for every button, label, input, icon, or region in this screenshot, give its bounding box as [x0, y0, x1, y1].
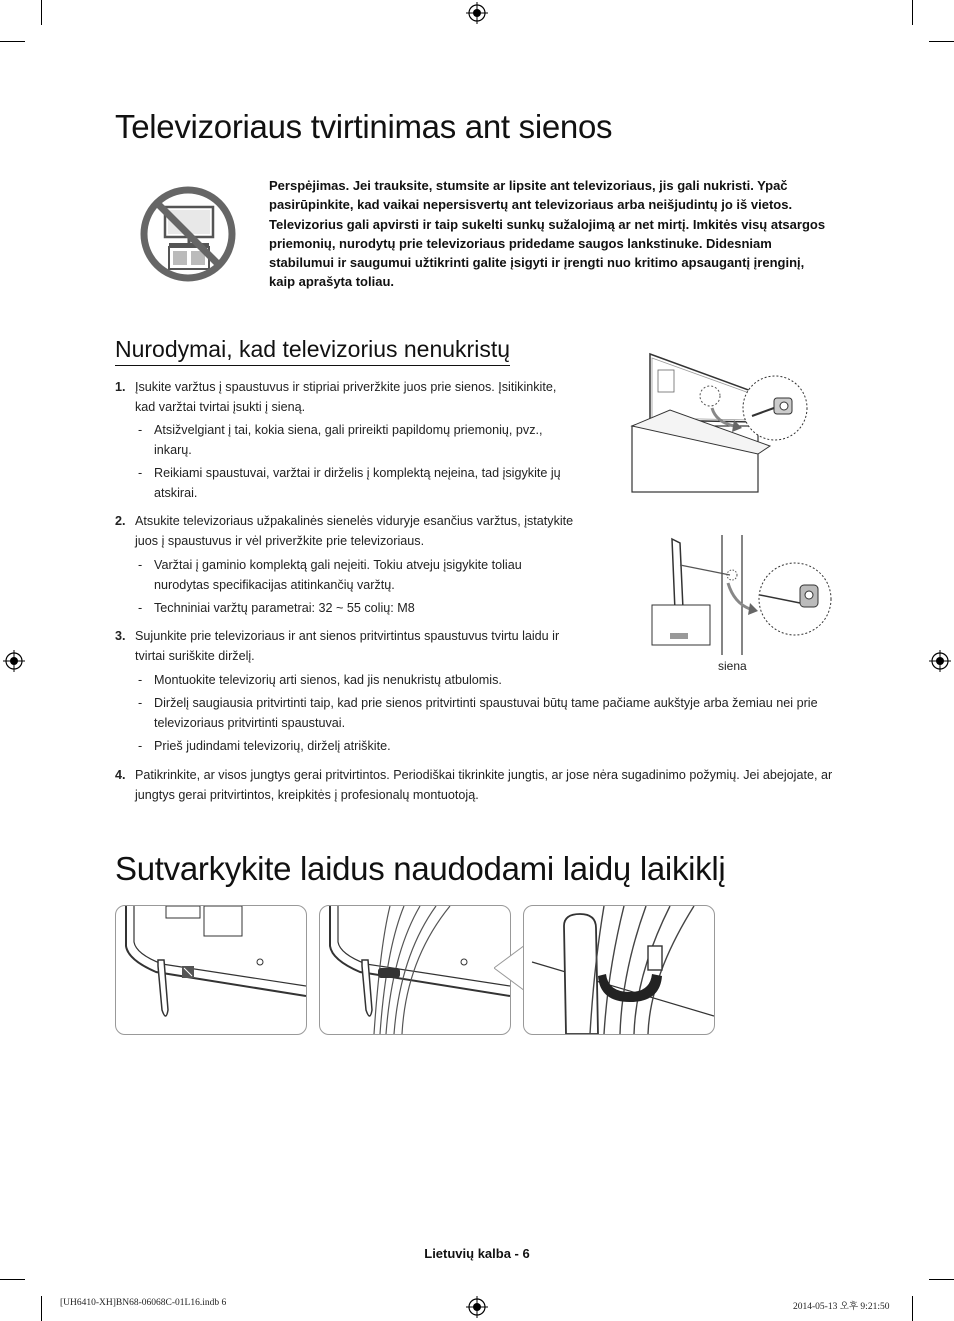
- step-text: Sujunkite prie televizoriaus ir ant sienos pritvirtintus spaustuvus tvirtu laidu ir tvirtai suriškite dirželį.: [135, 629, 560, 663]
- cable-clip-closeup-illustration: [524, 906, 714, 1034]
- cables-threaded-illustration: [320, 906, 510, 1034]
- crop-mark: [912, 1296, 913, 1321]
- zoom-pointer: [494, 945, 526, 991]
- section-heading: Nurodymai, kad televizorius nenukristų: [115, 336, 510, 366]
- bullet-text: Varžtai į gaminio komplektą gali neįeiti. Tokiu atveju įsigykite toliau nurodytas specifikacijas atitinkančių varžtų.: [154, 558, 522, 592]
- bullet-dash: -: [138, 696, 143, 710]
- cable-holder-panel-1: [115, 905, 307, 1035]
- step-number: 2.: [115, 514, 126, 528]
- bullet-dash: -: [138, 558, 143, 572]
- step-text: Įsukite varžtus į spaustuvus ir stipriai priveržkite juos prie sienos. Įsitikinkite, kad varžtai tvirtai įsukti į sieną.: [135, 380, 557, 414]
- print-slug-left: [UH6410-XH]BN68-06068C-01L16.indb 6: [60, 1298, 227, 1308]
- bullet-text: Dirželį saugiausia pritvirtinti taip, kad prie sienos pritvirtinti spaustuvai būtų tame pačiame aukštyje arba žemiau nei prie televizoriaus pritvirtinti spaustuvai.: [154, 696, 818, 730]
- section-title: Sutvarkykite laidus naudodami laidų laikiklį: [115, 850, 726, 887]
- crop-mark: [0, 41, 25, 42]
- bullet-dash: -: [138, 739, 143, 753]
- crop-mark: [41, 1296, 42, 1321]
- crop-mark: [929, 41, 954, 42]
- wall-label: siena: [718, 659, 747, 673]
- cable-holder-panel-2: [319, 905, 511, 1035]
- crop-mark: [41, 0, 42, 25]
- registration-mark-icon: [929, 650, 951, 672]
- bullet-dash: -: [138, 423, 143, 437]
- crop-mark: [0, 1279, 25, 1280]
- crop-mark: [929, 1279, 954, 1280]
- warning-text: Perspėjimas. Jei trauksite, stumsite ar lipsite ant televizoriaus, jis gali nukristi. Ypač pasirūpinkite, kad vaikai nepersisvertų ant televizoriaus arba neišjudintų jo iš vietos. Televizorius gali apvirsti ir taip sukelti sunkų sužalojimą ar net mirtį. Imkitės visų atsargos priemonių, nurodytų prie televizoriaus pridedame saugos lankstinuke. Didesniam stabilumui ir saugumui užtikrinti galite įsigyti ir įrengti nuo kritimo apsaugantį įrenginį, kaip aprašyta toliau.: [269, 178, 826, 290]
- registration-mark-icon: [466, 2, 488, 24]
- bullet-text: Atsižvelgiant į tai, kokia siena, gali prireikti papildomų priemonių, pvz., inkarų.: [154, 423, 543, 457]
- page-footer: Lietuvių kalba - 6: [424, 1246, 530, 1261]
- cable-holder-panel-3: [523, 905, 715, 1035]
- step-number: 4.: [115, 768, 126, 782]
- wall-clamp-illustration: [650, 533, 835, 658]
- bullet-dash: -: [138, 673, 143, 687]
- bullet-text: Reikiami spaustuvai, varžtai ir dirželis į komplektą neįeina, tad įsigykite jų atskirai.: [154, 466, 561, 500]
- crop-mark: [912, 0, 913, 25]
- step-text: Atsukite televizoriaus užpakalinės sienelės viduryje esančius varžtus, įstatykite juos į spaustuvus ir vėl priveržkite prie televizoriaus.: [135, 514, 574, 548]
- no-climbing-icon: [139, 185, 237, 283]
- bullet-text: Techniniai varžtų parametrai: 32 ~ 55 colių: M8: [154, 601, 415, 615]
- registration-mark-icon: [3, 650, 25, 672]
- page-title: Televizoriaus tvirtinimas ant sienos: [115, 108, 613, 145]
- tv-bracket-illustration: [630, 352, 835, 494]
- registration-mark-icon: [466, 1296, 488, 1318]
- tv-back-illustration: [116, 906, 306, 1034]
- bullet-text: Montuokite televizorių arti sienos, kad jis nenukristų atbulomis.: [154, 673, 502, 687]
- bullet-dash: -: [138, 601, 143, 615]
- step-text: Patikrinkite, ar visos jungtys gerai pritvirtintos. Periodiškai tikrinkite jungtis, ar jose nėra sugadinimo požymių. Jei abejojate, ar jungtys gerai pritvirtintos, kreipkitės į profesionalų montuotoją.: [135, 768, 833, 802]
- step-number: 3.: [115, 629, 126, 643]
- print-slug-right: 2014-05-13 오후 9:21:50: [793, 1302, 890, 1312]
- step-number: 1.: [115, 380, 126, 394]
- bullet-text: Prieš judindami televizorių, dirželį atriškite.: [154, 739, 391, 753]
- bullet-dash: -: [138, 466, 143, 480]
